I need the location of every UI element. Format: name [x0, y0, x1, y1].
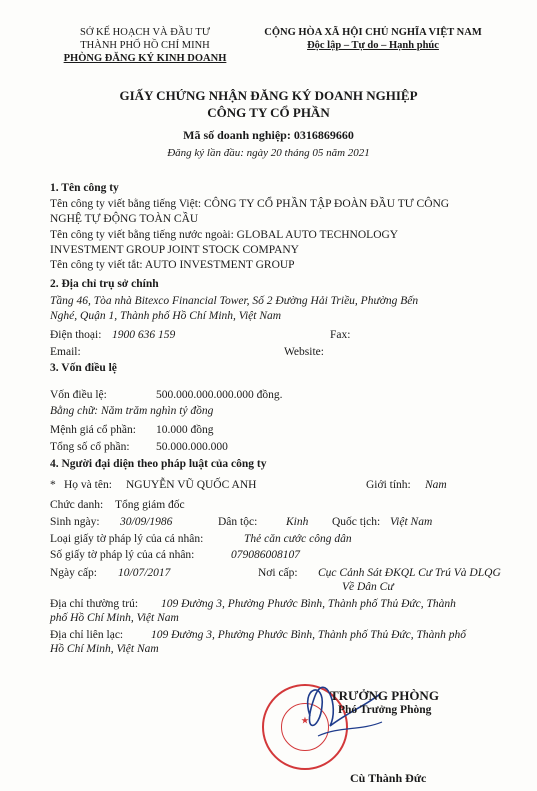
first-registration: Đăng ký lần đầu: ngày 20 tháng 05 năm 2021 — [167, 147, 370, 159]
section-1-heading: 1. Tên công ty — [50, 182, 119, 194]
permanent-address-label: Địa chỉ thường trú: — [50, 598, 139, 610]
total-shares-value: 50.000.000.000 — [156, 441, 228, 453]
nationality-value: Việt Nam — [390, 516, 433, 528]
company-name-short: Tên công ty viết tắt: AUTO INVESTMENT GROUP — [50, 259, 295, 271]
phone-label: Điện thoại: — [50, 329, 102, 341]
permanent-address-2: phố Hồ Chí Minh, Việt Nam — [50, 612, 179, 624]
country-name: CỘNG HÒA XÃ HỘI CHỦ NGHĨA VIỆT NAM — [264, 27, 482, 38]
issuer-city: THÀNH PHỐ HỒ CHÍ MINH — [80, 40, 210, 51]
contact-address-2: Hồ Chí Minh, Việt Nam — [50, 643, 159, 655]
bullet-star: * — [50, 479, 56, 491]
contact-address-label: Địa chỉ liên lạc: — [50, 629, 124, 641]
position-value: Tổng giám đốc — [115, 499, 185, 511]
national-motto — [248, 26, 498, 52]
par-value-label: Mệnh giá cổ phần: — [50, 424, 136, 436]
id-number-value: 079086008107 — [231, 549, 300, 561]
capital-value: 500.000.000.000.000 đồng. — [156, 389, 283, 401]
signature-office-title: TRƯỞNG PHÒNG — [330, 688, 439, 703]
nationality-label: Quốc tịch: — [332, 516, 381, 528]
rep-name: NGUYỄN VŨ QUỐC ANH — [126, 479, 257, 491]
permanent-address-1: 109 Đường 3, Phường Phước Bình, Thành phố Thủ Đức, Thành — [161, 598, 456, 610]
company-name-foreign-2: INVESTMENT GROUP JOINT STOCK COMPANY — [50, 244, 299, 256]
issue-date-value: 10/07/2017 — [118, 567, 171, 579]
doc-title: GIẤY CHỨNG NHẬN ĐĂNG KÝ DOANH NGHIỆP — [119, 88, 418, 103]
par-value: 10.000 đồng — [156, 424, 214, 436]
position-label: Chức danh: — [50, 499, 104, 511]
fax-label: Fax: — [330, 329, 351, 341]
ethnicity-value: Kinh — [286, 516, 309, 528]
issuer-office: PHÒNG ĐĂNG KÝ KINH DOANH — [63, 53, 227, 64]
email-label: Email: — [50, 346, 81, 358]
ethnicity-label: Dân tộc: — [218, 516, 258, 528]
phone-value: 1900 636 159 — [112, 329, 176, 341]
capital-label: Vốn điều lệ: — [50, 389, 107, 401]
company-name-vn-1: Tên công ty viết bằng tiếng Việt: CÔNG TY CỔ PHẦN TẬP ĐOÀN ĐẦU TƯ CÔNG — [50, 198, 450, 210]
issue-place-label: Nơi cấp: — [258, 567, 298, 579]
head-office-address-2: Nghé, Quận 1, Thành phố Hồ Chí Minh, Việt Nam — [50, 310, 282, 322]
dob-label: Sinh ngày: — [50, 516, 100, 528]
head-office-address-1: Tầng 46, Tòa nhà Bitexco Financial Tower, Số 2 Đường Hải Triều, Phường Bến — [50, 295, 419, 307]
issuer-block — [40, 26, 250, 65]
rep-name-label: Họ và tên: — [64, 479, 112, 491]
section-3-heading: 3. Vốn điều lệ — [50, 362, 117, 374]
website-label: Website: — [284, 346, 324, 358]
id-type-label: Loại giấy tờ pháp lý của cá nhân: — [50, 533, 204, 545]
doc-subtitle: CÔNG TY CỔ PHẦN — [207, 105, 330, 120]
section-4-heading: 4. Người đại diện theo pháp luật của công ty — [50, 458, 267, 470]
dob-value: 30/09/1986 — [120, 516, 173, 528]
company-name-foreign-1: Tên công ty viết bằng tiếng nước ngoài: GLOBAL AUTO TECHNOLOGY — [50, 229, 399, 241]
id-number-label: Số giấy tờ pháp lý của cá nhân: — [50, 549, 195, 561]
seal-center-mark: ★ — [301, 716, 309, 725]
issue-date-label: Ngày cấp: — [50, 567, 97, 579]
section-2-heading: 2. Địa chỉ trụ sở chính — [50, 278, 159, 290]
tax-code: Mã số doanh nghiệp: 0316869660 — [183, 128, 354, 142]
gender-label: Giới tính: — [366, 479, 411, 491]
gender-value: Nam — [425, 479, 447, 491]
total-shares-label: Tổng số cổ phần: — [50, 441, 130, 453]
issuer-dept: SỞ KẾ HOẠCH VÀ ĐẦU TƯ — [80, 27, 210, 38]
issue-place-2: Về Dân Cư — [342, 581, 394, 593]
motto: Độc lập – Tự do – Hạnh phúc — [307, 40, 439, 51]
company-name-vn-2: NGHỆ TỰ ĐỘNG TOÀN CẦU — [50, 213, 199, 225]
capital-in-words: Bằng chữ: Năm trăm nghìn tỷ đồng — [50, 405, 214, 417]
signer-name: Cù Thành Đức — [350, 771, 427, 785]
contact-address-1: 109 Đường 3, Phường Phước Bình, Thành phố Thủ Đức, Thành phố — [151, 629, 467, 641]
id-type-value: Thẻ căn cước công dân — [244, 533, 352, 545]
issue-place-1: Cục Cảnh Sát ĐKQL Cư Trú Và DLQG — [318, 567, 501, 579]
signature-deputy-title: Phó Trưởng Phòng — [338, 704, 432, 716]
